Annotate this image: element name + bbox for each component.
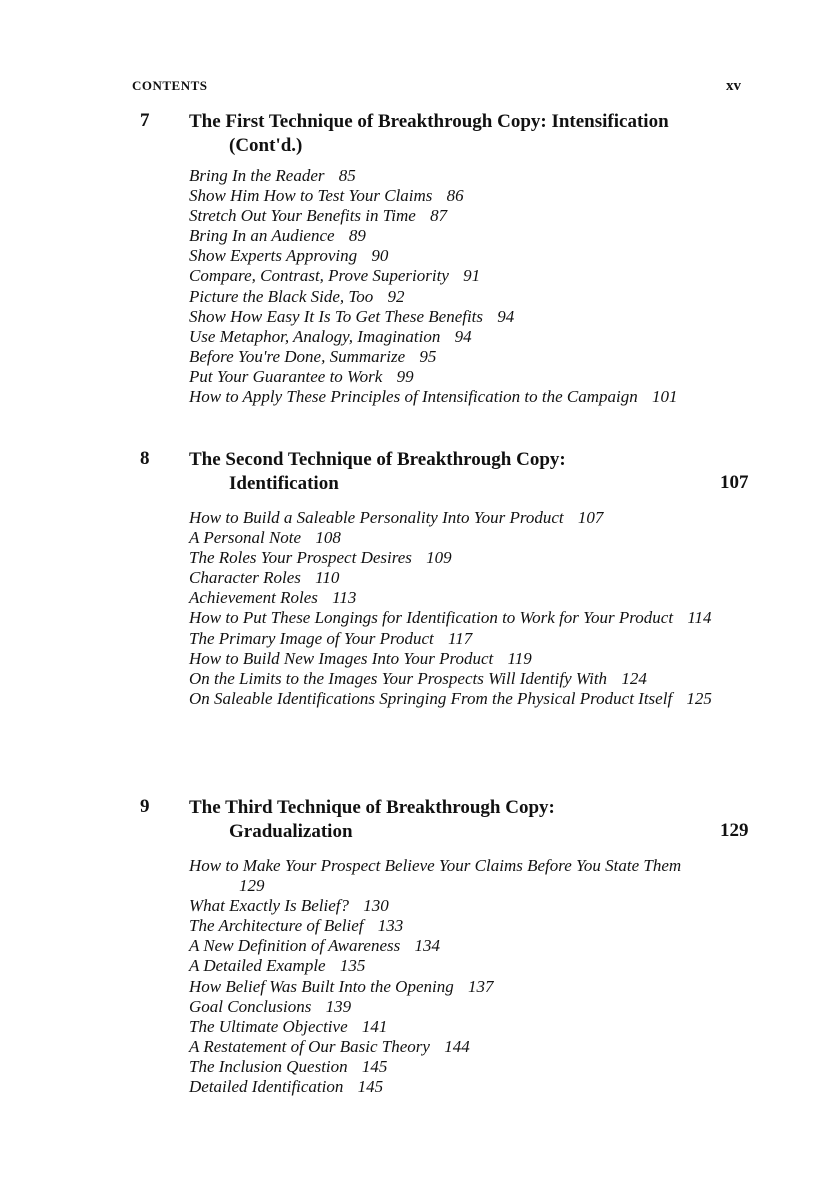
toc-entry xyxy=(189,246,719,266)
running-head: CONTENTS xyxy=(132,78,208,93)
toc-entry xyxy=(189,997,719,1017)
chapter-title-line1: The Third Technique of Breakthrough Copy: xyxy=(189,797,555,818)
toc-entry-title: Stretch Out Your Benefits in Time xyxy=(189,206,416,226)
toc-entry-title: Detailed Identification xyxy=(189,1077,344,1097)
chapter-entries xyxy=(189,166,719,407)
chapter-number: 9 xyxy=(140,796,150,817)
toc-entry-page: 141 xyxy=(361,1016,388,1036)
chapter-title-line2: (Cont'd.) xyxy=(229,135,303,156)
toc-entry-page: 86 xyxy=(446,186,464,206)
toc-entry xyxy=(189,266,719,286)
toc-entry xyxy=(189,528,719,548)
toc-entry xyxy=(189,166,719,186)
toc-entry-title: Bring In an Audience xyxy=(189,226,335,246)
chapter-page-number: 107 xyxy=(720,472,749,493)
toc-entry-page: 107 xyxy=(577,508,604,527)
toc-entry-title: The Roles Your Prospect Desires xyxy=(189,548,412,568)
toc-entry xyxy=(189,977,719,997)
toc-entry xyxy=(189,206,719,226)
toc-entry xyxy=(189,689,719,709)
toc-entry-page: 110 xyxy=(315,568,340,588)
toc-entry-page: 99 xyxy=(396,366,414,386)
chapter-entries xyxy=(189,856,719,1097)
toc-entry-title: Picture the Black Side, Too xyxy=(189,286,374,306)
toc-entry-title: Show Him How to Test Your Claims xyxy=(189,186,433,206)
chapter-title xyxy=(189,448,709,496)
toc-entry xyxy=(189,1017,719,1037)
toc-entry-page: 114 xyxy=(687,608,712,628)
toc-entry xyxy=(189,916,719,936)
toc-entry-title: Bring In the Reader xyxy=(189,166,325,185)
chapter-title xyxy=(189,796,709,844)
toc-entry xyxy=(189,548,719,568)
toc-entry-page: 94 xyxy=(454,326,472,346)
toc-entry-page: 133 xyxy=(377,916,404,936)
toc-entry xyxy=(189,307,719,327)
chapter-number: 8 xyxy=(140,448,150,469)
toc-entry-title: How to Apply These Principles of Intensification to the Campaign xyxy=(189,387,638,407)
chapter-entries xyxy=(189,508,719,709)
toc-entry xyxy=(189,1057,719,1077)
toc-entry-title: Put Your Guarantee to Work xyxy=(189,366,383,386)
toc-entry-title: Compare, Contrast, Prove Superiority xyxy=(189,266,449,286)
toc-entry-title: How Belief Was Built Into the Opening xyxy=(189,976,454,996)
toc-entry xyxy=(189,387,719,407)
toc-entry xyxy=(189,508,719,528)
toc-entry-title: Before You're Done, Summarize xyxy=(189,346,406,366)
toc-entry-title: Achievement Roles xyxy=(189,588,318,608)
toc-entry-title: What Exactly Is Belief? xyxy=(189,896,350,916)
toc-entry-title: Goal Conclusions xyxy=(189,996,312,1016)
toc-entry-title: How to Build New Images Into Your Product xyxy=(189,648,494,668)
toc-entry-page: 144 xyxy=(444,1036,470,1056)
chapter-number: 7 xyxy=(140,110,150,131)
toc-entry-page: 125 xyxy=(686,688,712,708)
toc-entry xyxy=(189,186,719,206)
toc-entry xyxy=(189,629,719,649)
toc-entry-title: On the Limits to the Images Your Prospects Will Identify With xyxy=(189,668,608,688)
toc-entry-title: How to Put These Longings for Identification to Work for Your Product xyxy=(189,608,674,628)
toc-entry-page: 134 xyxy=(414,936,440,956)
toc-entry-page: 94 xyxy=(497,306,515,326)
toc-entry xyxy=(189,1077,719,1097)
toc-entry-title: Show How Easy It Is To Get These Benefits xyxy=(189,306,484,326)
toc-entry xyxy=(189,669,719,689)
toc-entry xyxy=(189,956,719,976)
toc-entry-title: The Ultimate Objective xyxy=(189,1016,348,1036)
toc-entry-title: Show Experts Approving xyxy=(189,246,358,266)
toc-entry-title: The Architecture of Belief xyxy=(189,916,364,936)
toc-entry-page: 145 xyxy=(357,1077,384,1097)
toc-entry xyxy=(189,936,719,956)
toc-entry xyxy=(189,649,719,669)
toc-entry-title: The Primary Image of Your Product xyxy=(189,628,434,648)
chapter-title-line1: The First Technique of Breakthrough Copy: Intensification xyxy=(189,111,669,132)
toc-entry xyxy=(189,896,719,916)
toc-entry-page: 92 xyxy=(387,286,405,306)
chapter-page-number: 129 xyxy=(720,820,749,841)
toc-entry-page: 95 xyxy=(419,346,437,366)
toc-entry xyxy=(189,1037,719,1057)
toc-entry-page: 119 xyxy=(507,648,532,668)
toc-entry xyxy=(189,588,719,608)
toc-entry-page: 85 xyxy=(338,166,356,185)
toc-entry-page: 124 xyxy=(621,668,647,688)
toc-entry xyxy=(189,327,719,347)
chapter-title-line2: Gradualization xyxy=(229,821,353,842)
chapter-title-line1: The Second Technique of Breakthrough Copy: xyxy=(189,449,566,470)
toc-entry xyxy=(189,856,719,896)
toc-entry-page: 90 xyxy=(371,246,389,266)
toc-entry-page: 108 xyxy=(315,528,341,548)
toc-entry-page: 139 xyxy=(325,996,352,1016)
toc-entry-page: 130 xyxy=(363,896,389,916)
page-number: xv xyxy=(726,78,741,94)
toc-entry-page: 117 xyxy=(448,628,473,648)
toc-entry-title: Use Metaphor, Analogy, Imagination xyxy=(189,326,441,346)
toc-entry xyxy=(189,347,719,367)
toc-entry-title: On Saleable Identifications Springing From the Physical Product Itself xyxy=(189,688,673,708)
toc-entry-page: 87 xyxy=(430,206,448,226)
toc-entry xyxy=(189,608,719,628)
toc-entry xyxy=(189,367,719,387)
toc-entry xyxy=(189,226,719,246)
toc-entry-page: 145 xyxy=(361,1056,388,1076)
toc-entry-title: How to Build a Saleable Personality Into Your Product xyxy=(189,508,564,527)
chapter-title-line2: Identification xyxy=(229,473,339,494)
toc-entry-title: A Personal Note xyxy=(189,528,302,548)
toc-entry-page: 113 xyxy=(332,588,357,608)
toc-entry-page: 129 xyxy=(239,876,265,896)
toc-entry-title: The Inclusion Question xyxy=(189,1056,348,1076)
toc-entry-page: 89 xyxy=(348,226,366,246)
toc-entry-title: A Restatement of Our Basic Theory xyxy=(189,1036,430,1056)
toc-entry-title: Character Roles xyxy=(189,568,301,588)
toc-entry-page: 109 xyxy=(426,548,452,568)
toc-entry-title: How to Make Your Prospect Believe Your Claims Before You State Them xyxy=(189,856,682,875)
toc-entry-title: A New Definition of Awareness xyxy=(189,936,401,956)
toc-entry xyxy=(189,287,719,307)
toc-entry-page: 101 xyxy=(651,387,678,407)
toc-entry-page: 91 xyxy=(463,266,481,286)
toc-entry-page: 135 xyxy=(339,956,366,976)
toc-entry xyxy=(189,568,719,588)
chapter-title xyxy=(189,110,709,158)
toc-entry-page: 137 xyxy=(467,976,494,996)
toc-entry-title: A Detailed Example xyxy=(189,956,326,976)
